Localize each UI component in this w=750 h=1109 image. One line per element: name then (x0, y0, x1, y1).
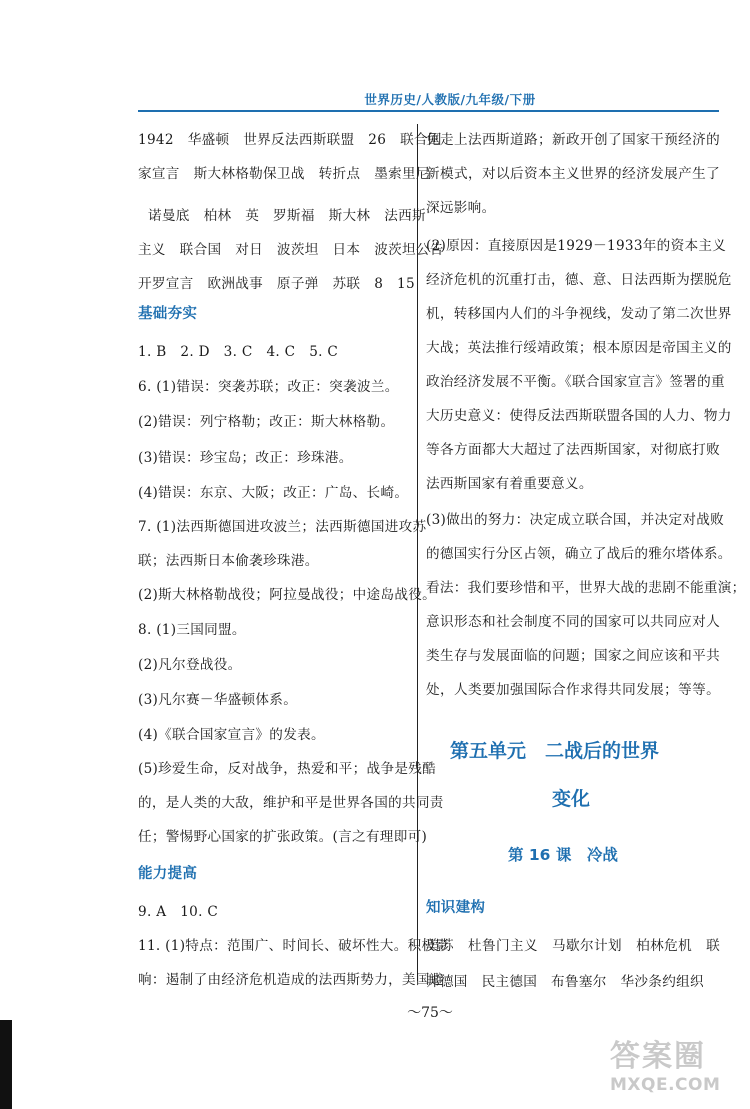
answer-line: 主义 联合国 对日 波茨坦 日本 波茨坦公告 (138, 242, 444, 258)
answer-line: 意识形态和社会制度不同的国家可以共同应对人 (426, 614, 720, 630)
watermark-logo (610, 1039, 740, 1101)
answer-line: 大战；英法推行绥靖政策；根本原因是帝国主义的 (426, 340, 732, 356)
answer-line: 大历史意义：使得反法西斯联盟各国的人力、物力 (426, 408, 732, 424)
answer-line: (3)凡尔赛－华盛顿体系。 (138, 692, 298, 708)
answer-line: (2)原因：直接原因是1929－1933年的资本主义 (426, 238, 727, 254)
answer-line: 7. (1)法西斯德国进攻波兰；法西斯德国进攻苏 (138, 519, 427, 535)
answer-line: (3)做出的努力：决定成立联合国，并决定对战败 (426, 512, 725, 528)
answer-line: 深远影响。 (426, 200, 496, 216)
answer-line: 新模式，对以后资本主义世界的经济发展产生了 (426, 166, 720, 182)
unit-title: 第五单元 二战后的世界 (450, 740, 660, 762)
answer-line: 6. (1)错误：突袭苏联；改正：突袭波兰。 (138, 379, 399, 395)
answer-line: 的，是人类的大敌，维护和平是世界各国的共同责 (138, 795, 444, 811)
unit-title-continued: 变化 (552, 788, 591, 810)
answer-line: 11. (1)特点：范围广、时间长、破坏性大。积极影 (138, 938, 450, 954)
answer-line: 等各方面都大大超过了法西斯国家，对彻底打败 (426, 442, 720, 458)
lesson-title: 第 16 课 冷战 (508, 846, 618, 864)
answer-line: 机，转移国内人们的斗争视线，发动了第二次世界 (426, 306, 732, 322)
answer-line: 家宣言 斯大林格勒保卫战 转折点 墨索里尼 (138, 166, 430, 182)
answer-line: (2)错误：列宁格勒；改正：斯大林格勒。 (138, 414, 395, 430)
section-heading-basic: 基础夯实 (138, 306, 198, 322)
answer-line: 开罗宣言 欧洲战事 原子弹 苏联 8 15 (138, 276, 415, 292)
answer-line: 诺曼底 柏林 英 罗斯福 斯大林 法西斯 (148, 208, 426, 224)
answer-line: 政治经济发展不平衡。《联合国家宣言》签署的重 (426, 374, 725, 390)
answer-line: (4)《联合国家宣言》的发表。 (138, 727, 325, 743)
answer-line: (4)错误：东京、大阪；改正：广岛、长崎。 (138, 485, 409, 501)
answer-line: 1. B 2. D 3. C 4. C 5. C (138, 344, 339, 360)
answer-line: 8. (1)三国同盟。 (138, 622, 246, 638)
answer-line: 响：遏制了由经济危机造成的法西斯势力，美国避 (138, 972, 444, 988)
answer-line: 9. A 10. C (138, 904, 219, 920)
answer-line: 看法：我们要珍惜和平，世界大战的悲剧不能重演； (426, 580, 746, 596)
watermark-text: 答案圈 (610, 1039, 706, 1074)
answer-line: 美苏 杜鲁门主义 马歇尔计划 柏林危机 联 (426, 938, 720, 954)
watermark-domain: MXQE.COM (610, 1075, 721, 1095)
answer-line: 1942 华盛顿 世界反法西斯联盟 26 联合国 (138, 132, 442, 148)
scan-edge (0, 1020, 12, 1109)
answer-line: 邦德国 民主德国 布鲁塞尔 华沙条约组织 (426, 974, 704, 990)
answer-line: 经济危机的沉重打击，德、意、日法西斯为摆脱危 (426, 272, 732, 288)
answer-line: (3)错误：珍宝岛；改正：珍珠港。 (138, 450, 353, 466)
answer-line: 法西斯国家有着重要意义。 (426, 476, 593, 492)
answer-line: (2)斯大林格勒战役；阿拉曼战役；中途岛战役。 (138, 587, 437, 603)
answer-line: 处，人类要加强国际合作求得共同发展；等等。 (426, 682, 720, 698)
answer-line: 类生存与发展面临的问题；国家之间应该和平共 (426, 648, 720, 664)
answer-line: 联；法西斯日本偷袭珍珠港。 (138, 553, 319, 569)
running-header: 世界历史/人教版/九年级/下册 (364, 92, 536, 107)
section-heading-knowledge: 知识建构 (426, 900, 486, 916)
answer-line: (5)珍爱生命，反对战争，热爱和平；战争是残酷 (138, 761, 437, 777)
header-rule (138, 110, 719, 112)
answer-line: 免走上法西斯道路；新政开创了国家干预经济的 (426, 132, 720, 148)
answer-line: 任；警惕野心国家的扩张政策。(言之有理即可) (138, 829, 428, 845)
section-heading-ability: 能力提高 (138, 866, 198, 882)
answer-line: (2)凡尔登战役。 (138, 657, 242, 673)
answer-line: 的德国实行分区占领，确立了战后的雅尔塔体系。 (426, 546, 732, 562)
page-number: ～75～ (407, 1005, 453, 1021)
